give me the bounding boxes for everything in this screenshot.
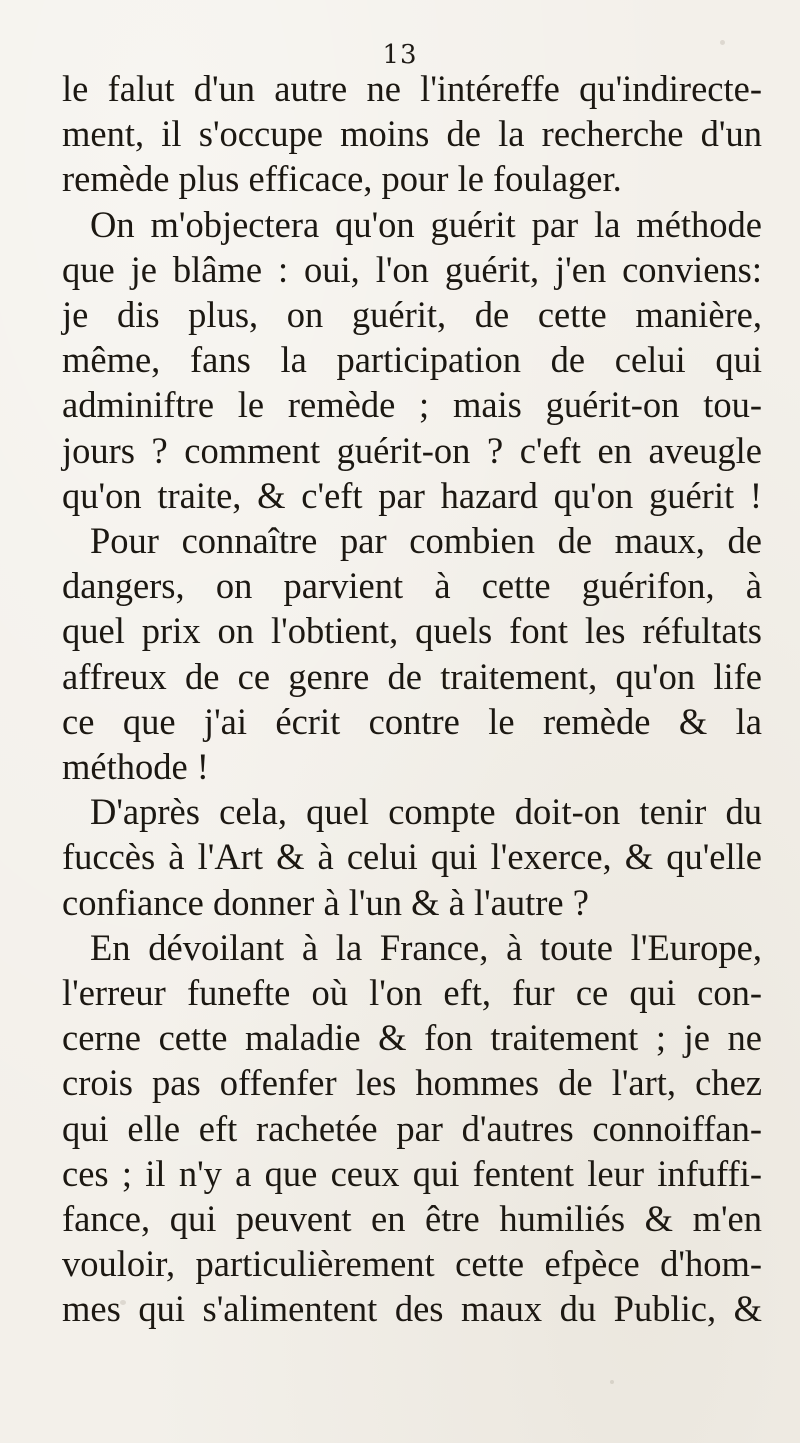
text-line-15: ce que j'ai écrit contre le remède & la [62, 700, 762, 742]
text-line-16: méthode ! [62, 746, 209, 788]
text-line-3: remède plus efficace, pour le foulager. [62, 158, 622, 200]
text-line-18: fuccès à l'Art & à celui qui l'exerce, & qu'elle [62, 836, 762, 878]
text-line-20: En dévoilant à la France, à toute l'Europe, [90, 926, 762, 968]
text-line-25: ces ; il n'y a que ceux qui fentent leur infuffi- [62, 1152, 762, 1194]
text-line-19: confiance donner à l'un & à l'autre ? [62, 881, 589, 923]
text-line-14: affreux de ce genre de traitement, qu'on life [62, 655, 762, 697]
text-line-1: le falut d'un autre ne l'intéreffe qu'indirecte- [62, 68, 762, 109]
text-line-21: l'erreur funefte où l'on eft, fur ce qui con- [62, 972, 762, 1014]
paper-speck [610, 1380, 614, 1384]
paper-speck [720, 40, 725, 45]
text-line-26: fance, qui peuvent en être humiliés & m'en [62, 1198, 762, 1240]
text-line-13: quel prix on l'obtient, quels font les réfultats [62, 610, 762, 652]
text-line-23: crois pas offenfer les hommes de l'art, chez [62, 1062, 762, 1104]
text-line-27: vouloir, particulièrement cette efpèce d'hom- [62, 1243, 762, 1285]
text-line-2: ment, il s'occupe moins de la recherche d'un [62, 113, 762, 155]
text-line-12: dangers, on parvient à cette guérifon, à [62, 565, 762, 607]
text-line-11: Pour connaître par combien de maux, de [90, 520, 762, 562]
text-line-28: mes qui s'alimentent des maux du Public, & [62, 1288, 762, 1330]
page-number: 13 [382, 40, 418, 70]
text-line-10: qu'on traite, & c'eft par hazard qu'on guérit ! [62, 474, 762, 516]
text-line-22: cerne cette maladie & fon traitement ; je ne [62, 1017, 762, 1059]
text-line-5: que je blâme : oui, l'on guérit, j'en conviens: [62, 248, 762, 290]
paper-speck [120, 1300, 126, 1305]
text-line-8: adminiftre le remède ; mais guérit-on tou- [62, 384, 762, 426]
text-line-9: jours ? comment guérit-on ? c'eft en aveugle [62, 429, 762, 471]
body-text [62, 66, 762, 1332]
text-line-7: même, fans la participation de celui qui [62, 339, 762, 381]
text-line-6: je dis plus, on guérit, de cette manière, [62, 294, 762, 336]
text-line-4: On m'objectera qu'on guérit par la méthode [90, 203, 762, 245]
text-line-24: qui elle eft rachetée par d'autres connoiffan- [62, 1107, 762, 1149]
text-line-17: D'après cela, quel compte doit-on tenir du [90, 791, 762, 833]
